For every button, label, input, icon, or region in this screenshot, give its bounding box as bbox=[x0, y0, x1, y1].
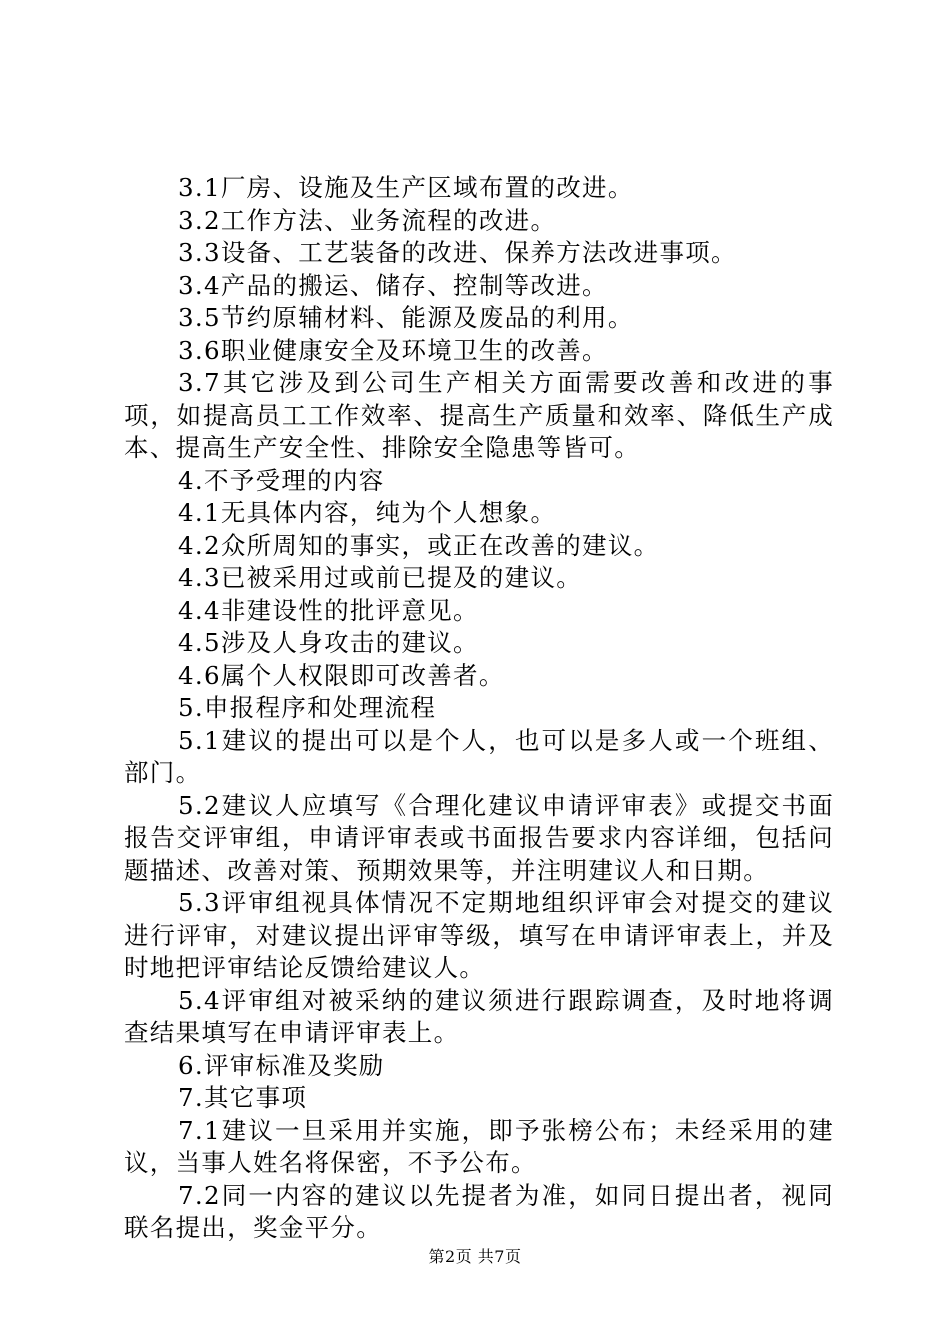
paragraph-4-5: 4.5涉及人身攻击的建议。 bbox=[178, 628, 479, 657]
paragraph-3-3: 3.3设备、工艺装备的改进、保养方法改进事项。 bbox=[178, 238, 737, 267]
paragraph-3-4: 3.4产品的搬运、储存、控制等改进。 bbox=[178, 270, 608, 300]
paragraph-5-2: 5.2建议人应填写《合理化建议申请评审表》或提交书面报告交评审组，申请评审表或书面报告要求内容详细，包括问题描述、改善对策、预期效果等，并注明建议人和日期。 bbox=[124, 790, 834, 885]
paragraph-5-1: 5.1建议的提出可以是个人，也可以是多人或一个班组、部门。 bbox=[124, 725, 834, 787]
paragraph-5-3: 5.3评审组视具体情况不定期地组织评审会对提交的建议进行评审，对建议提出评审等级，填写在申请评审表上，并及时地把评审结论反馈给建议人。 bbox=[124, 888, 834, 982]
paragraph-7-1: 7.1建议一旦采用并实施，即予张榜公布；未经采用的建议，当事人姓名将保密，不予公布。 bbox=[124, 1115, 834, 1177]
section-heading-5: 5.申报程序和处理流程 bbox=[178, 693, 437, 722]
paragraph-4-2: 4.2众所周知的事实，或正在改善的建议。 bbox=[178, 530, 660, 560]
section-heading-4: 4.不予受理的内容 bbox=[178, 465, 385, 495]
paragraph-3-6: 3.6职业健康安全及环境卫生的改善。 bbox=[178, 335, 608, 365]
section-heading-6: 6.评审标准及奖励 bbox=[178, 1050, 385, 1080]
paragraph-3-7: 3.7其它涉及到公司生产相关方面需要改善和改进的事项，如提高员工工作效率、提高生产质量和效率、降低生产成本、提高生产安全性、排除安全隐患等皆可。 bbox=[124, 368, 834, 462]
paragraph-7-2: 7.2同一内容的建议以先提者为准，如同日提出者，视同联名提出，奖金平分。 bbox=[124, 1180, 834, 1242]
paragraph-4-3: 4.3已被采用过或前已提及的建议。 bbox=[178, 563, 583, 592]
section-heading-7: 7.其它事项 bbox=[178, 1083, 308, 1112]
paragraph-4-6: 4.6属个人权限即可改善者。 bbox=[178, 660, 505, 690]
paragraph-3-2: 3.2工作方法、业务流程的改进。 bbox=[178, 205, 557, 235]
paragraph-4-1: 4.1无具体内容，纯为个人想象。 bbox=[178, 498, 557, 527]
paragraph-5-4: 5.4评审组对被采纳的建议须进行跟踪调查，及时地将调查结果填写在申请评审表上。 bbox=[124, 985, 834, 1047]
paragraph-3-5: 3.5节约原辅材料、能源及废品的利用。 bbox=[178, 303, 634, 332]
paragraph-3-1: 3.1厂房、设施及生产区域布置的改进。 bbox=[178, 173, 634, 202]
paragraph-4-4: 4.4非建设性的批评意见。 bbox=[178, 595, 479, 625]
document-body bbox=[124, 172, 834, 1245]
page-number-footer: 第2页 共7页 bbox=[428, 1247, 522, 1266]
